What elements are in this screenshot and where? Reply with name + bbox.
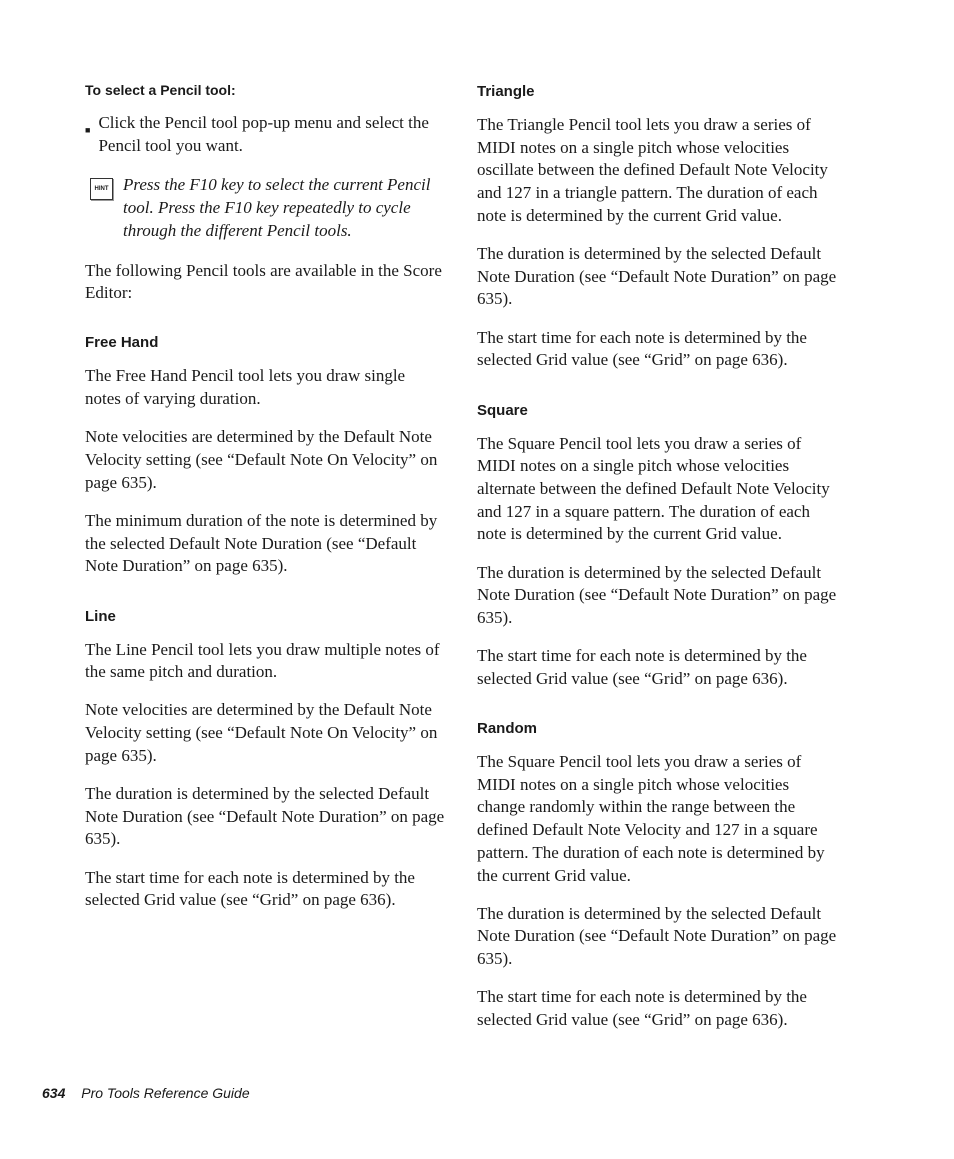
line-paragraph-1: The Line Pencil tool lets you draw multiple notes of the same pitch and duration. [85, 639, 440, 682]
right-column [477, 78, 837, 1047]
heading-triangle: Triangle [477, 83, 535, 100]
free-hand-paragraph-1: The Free Hand Pencil tool lets you draw single notes of varying duration. [85, 366, 406, 409]
triangle-paragraph-2: The duration is determined by the selected Default Note Duration (see “Default Note Duration” on page 635). [477, 244, 837, 309]
free-hand-paragraph-2: Note velocities are determined by the Default Note Velocity setting (see “Default Note On Velocity” on page 635). [85, 427, 438, 492]
hint-icon-label: HINT [94, 186, 109, 193]
hint-icon [90, 178, 113, 200]
procedure-title: To select a Pencil tool: [85, 82, 236, 98]
free-hand-paragraph-3: The minimum duration of the note is determined by the selected Default Note Duration (see “Default Note Duration” on page 635). [85, 510, 438, 576]
random-paragraph-3: The start time for each note is determined by the selected Grid value (see “Grid” on page 636). [477, 987, 807, 1030]
square-paragraph-2: The duration is determined by the selected Default Note Duration (see “Default Note Duration” on page 635). [477, 562, 837, 627]
random-paragraph-1: The Square Pencil tool lets you draw a series of MIDI notes on a single pitch whose velocities change randomly within the range between the defined Default Note Velocity and 127 in a square pattern. The duration of each note is determined by the current Grid value. [477, 752, 825, 885]
bullet-text: Click the Pencil tool pop-up menu and select the Pencil tool you want. [98, 113, 429, 155]
line-paragraph-3: The duration is determined by the selected Default Note Duration (see “Default Note Duration” on page 635). [85, 784, 445, 849]
heading-random: Random [477, 720, 537, 738]
heading-square: Square [477, 401, 528, 419]
page-number: 634 [42, 1085, 66, 1101]
triangle-paragraph-3: The start time for each note is determined by the selected Grid value (see “Grid” on page 636). [477, 327, 807, 370]
left-column [85, 78, 445, 928]
heading-free-hand: Free Hand [85, 334, 159, 352]
hint-note [90, 174, 445, 242]
page-footer [42, 1085, 250, 1101]
heading-line: Line [85, 607, 116, 625]
guide-title: Pro Tools Reference Guide [81, 1085, 250, 1101]
square-paragraph-3: The start time for each note is determined by the selected Grid value (see “Grid” on page 636). [477, 646, 807, 688]
bullet-item [85, 112, 445, 157]
intro-paragraph: The following Pencil tools are available in the Score Editor: [85, 260, 442, 303]
square-paragraph-1: The Square Pencil tool lets you draw a series of MIDI notes on a single pitch whose velocities alternate between the defined Default Note Velocity and 127 in a square pattern. The duration of each note is determined by the current Grid value. [477, 433, 830, 544]
line-paragraph-4: The start time for each note is determined by the selected Grid value (see “Grid” on page 636). [85, 867, 415, 910]
random-paragraph-2: The duration is determined by the selected Default Note Duration (see “Default Note Duration” on page 635). [477, 903, 837, 969]
bullet-square-icon: ■ [85, 125, 91, 135]
triangle-paragraph-1: The Triangle Pencil tool lets you draw a series of MIDI notes on a single pitch whose velocities oscillate between the defined Default Note Velocity and 127 in a triangle pattern. The duration of each note is determined by the current Grid value. [477, 115, 828, 225]
hint-text: Press the F10 key to select the current Pencil tool. Press the F10 key repeatedly to cycle through the different Pencil tools. [123, 175, 431, 240]
line-paragraph-2: Note velocities are determined by the Default Note Velocity setting (see “Default Note On Velocity” on page 635). [85, 700, 438, 765]
